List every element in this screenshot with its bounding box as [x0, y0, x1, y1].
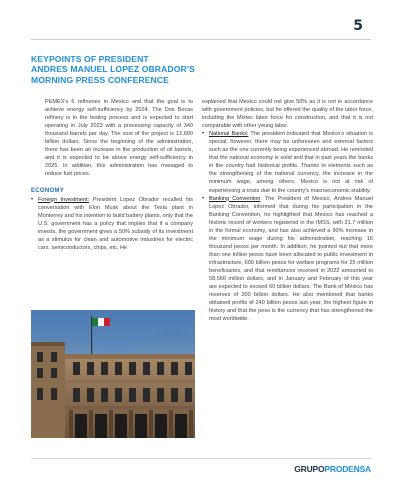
bullet-national-banks — [202, 130, 373, 194]
logo-part-1: GRUPO — [294, 464, 325, 474]
bullet-foreign-investment — [31, 196, 193, 252]
title-line: ANDRES MANUEL LOPEZ OBRADOR'S — [31, 64, 195, 75]
intro-paragraph: PEMEX's 6 refineries in Mexico and that the goal is to achieve energy self-sufficiency by 2024. The Dos Bocas refinery is in the testing process and is expected to start operating in July 2023 with a processing capacity of 340 thousand barrels per day. The cost of the project is 12,600 billion dollars. Since the beginning of the administration, there has been an increase in the production of oil barrels, and it is expected to be above energy self-sufficiency in 2025. In addition, this administration has managed to reduce fuel prices. — [45, 99, 193, 178]
section-heading-economy: ECONOMY — [31, 188, 65, 195]
left-column — [31, 98, 193, 252]
title-line: KEYPOINTS OF PRESIDENT — [31, 54, 149, 64]
bullet-text: : The President of Mexico, Andres Manuel Lopez Obrador, informed that during his participation in the Banking Convention, he highlighted that Mexico has reached a historic record of workers registered in the IMSS, with 21.7 million in the formal economy, and has also achieved a 90% increase in the minimum wage during his administration, reaching 16 thousand pesos per month. In addition, he pointed out that more than one trillion pesos have been allocated to public investment in infrastructure, 600 billion pesos for welfare programs for 25 million beneficiaries, and that remittances received in 2022 amounted to 58,560 million dollars, and in January and February of this year are expected to exceed 60 billion dollars. The Bank of Mexico has reserves of 200 billion dollars. He also mentioned that banks obtained profits of 240 billion pesos last year, the highest figure in history and that the peso is the currency that has strengthened the most worldwide. — [209, 195, 373, 323]
bullet-banking-convention — [202, 195, 373, 324]
logo-part-2: PRODENSA — [324, 464, 371, 474]
bullet-text: President Lopez Obrador recalled his conversation with Elon Musk about the Tesla plant in Monterrey and his intention to build battery plants, only that the U.S. government has a policy that implies that if a company invests, the government gives a 50% subsidy of its investment as a stimulus for clean and automotive industries for electric cars, semiconductors, chips, etc. He — [38, 196, 193, 251]
company-logo — [294, 464, 371, 474]
page-number: 5 — [353, 18, 363, 34]
bullet-title: Foreign Investment: — [38, 196, 90, 203]
bullet-text: The president indicated that Mexico's situation is special, however, there may be unforeseen and external factors such as the one currently being experienced abroad. He reminded that the national economy is solid and that in past years the banks in the country had historical profits. Thanks to elements such as the strengthening of the national currency, the increase in the minimum wage, among others, Mexico is not at risk of experiencing a crisis due to the country's macroeconomic stability. — [209, 131, 373, 194]
bullet-title: Banking Convention — [209, 195, 261, 202]
building-photo — [31, 310, 195, 438]
footer-divider — [31, 458, 371, 459]
building-illustration — [31, 310, 195, 438]
title-line: MORNING PRESS CONFERENCE — [31, 74, 170, 85]
page-title — [31, 54, 221, 85]
continued-paragraph: explained that Mexico could not give 50% as it is not in accordance with government policies, but he offered the quality of the labor force, including the Mixtec labor force for construction, and that it is not comparable with other young labor. — [202, 99, 373, 130]
top-divider — [31, 39, 371, 40]
bullet-title: National Banks: — [209, 131, 249, 138]
right-column — [202, 98, 373, 323]
